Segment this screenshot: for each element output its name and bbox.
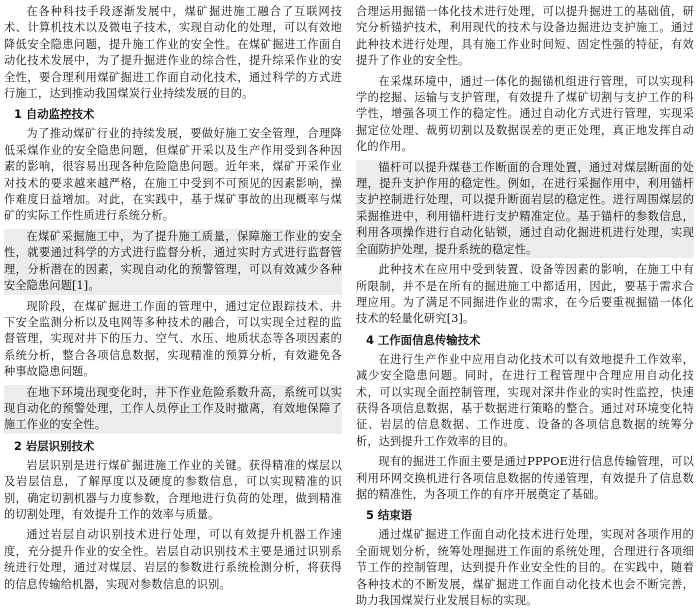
highlighted-paragraph: 在地下环境出现变化时，井下作业危险系数升高，系统可以实现自动化的预警处理，工作人员停止工作及时撤离，有效地保障了施工作业的安全性。 bbox=[4, 385, 342, 434]
highlighted-paragraph: 锚杆可以提升煤巷工作断面的合理处置，通过对煤层断面的处理，提升支护作用的稳定性。例如，在进行采掘作用中，利用锚杆支护控制进行处理，可以提升断面岩层的稳定性。进行周围煤层的采掘推进中，利用锚杆进行支护精准定位。基于锚杆的参数信息，利用各项操作进行自动化钻锁，通过自动化掘进机进行处理，实现全面防护处理，提升系统的稳定性。 bbox=[356, 160, 694, 258]
left-column bbox=[4, 4, 342, 591]
right-column bbox=[356, 4, 694, 607]
body-paragraph: 此种技术在应用中受到装置、设备等因素的影响，在施工中有所限制，并不是在所有的掘进施工中都适用，因此，要基于需求合理应用。为了满足不同掘进作业的需求，在今后要重视掘锚一体化技术的轻量化研究[3]。 bbox=[356, 263, 694, 326]
body-paragraph: 为了推动煤矿行业的持续发展，要做好施工安全管理，合理降低采煤作业的安全隐患问题，但煤矿开采以及生产作用受到各种因素的影响，很容易出现各种危险隐患问题。近年来，煤矿开采作业对技术的要求越来越严格，在施工中受到不可预见的因素影响，操作难度日益增加。对此，在实践中，基于煤矿事故的出现概率与煤矿的实际工作性质进行系统分析。 bbox=[4, 127, 342, 223]
highlighted-paragraph: 在煤矿采掘施工中，为了提升施工质量，保障施工作业的安全性，就要通过科学的方式进行监督分析，通过实时方式进行监督管理，分析潜在的因素，实现自动化的预警管理，可以有效减少各种安全隐患问题[1]。 bbox=[4, 229, 342, 295]
body-paragraph: 通过岩层自动识别技术进行处理，可以有效提升机器工作速度，充分提升作业的安全性。岩层自动识别技术主要是通过识别系统进行处理，通过对煤层、岩层的参数进行系统检测分析，将获得的信息传输给机器，实现对参数信息的识别。 bbox=[4, 528, 342, 591]
body-paragraph: 通过煤矿掘进工作面自动化技术进行处理，实现对各项作用的全面规划分析，统筹处理掘进工作面的系统处理，合理进行各项细节工作的控制管理，达到提升作业安全性的目的。在实践中，随着各种技术的不断发展，煤矿掘进工作面自动化技术也会不断完善，助力我国煤炭行业发展目标的实现。 bbox=[356, 528, 694, 607]
body-paragraph: 岩层识别是进行煤矿掘进施工作业的关键。获得精准的煤层以及岩层信息，了解厚度以及硬度的参数信息，可以实现精准的识别，确定切割机器与力度参数，合理地进行负荷的处理，做到精准的切割处理，有效提升工作的效率与质量。 bbox=[4, 458, 342, 521]
section-heading: 4 工作面信息传输技术 bbox=[366, 332, 481, 347]
body-paragraph: 在进行生产作业中应用自动化技术可以有效地提升工作效率，减少安全隐患问题。同时，在进行工程管理中合理应用自动化技术，可以实现全面控制管理，实现对深井作业的实时性监控，快速获得各项信息数据，基于数据进行策略的整合。通过对环境变化特征、岩层的信息数据、工作进度、设备的各项信息数据的统筹分析，达到提升工作效率的目的。 bbox=[356, 352, 694, 448]
body-paragraph: 现阶段，在煤矿掘进工作面的管理中，通过定位跟踪技术、井下安全监测分析以及电网等多种技术的融合，可以实现全过程的监督管理，实现对井下的压力、空气、水压、地质状态等各项因素的系统分析，整合各项信息数据，实现精准的预算分析，有效避免各种事故隐患问题。 bbox=[4, 299, 342, 379]
section-heading: 1 自动监控技术 bbox=[14, 107, 95, 122]
body-paragraph: 在采煤环境中，通过一体化的掘锚机组进行管理，可以实现科学的挖掘、运输与支护管理，有效提升了煤矿切割与支护工作的科学性，增强各项工作的稳定性。通过自动化方式进行管理，实现采掘定位处理、裁剪切割以及数据误差的更正处理，真正地发挥自动化的作用。 bbox=[356, 74, 694, 154]
body-paragraph: 在各种科技手段逐渐发展中，煤矿掘进施工融合了互联网技术、计算机技术以及微电子技术，实现自动化的处理，可以有效地降低安全隐患问题，提升施工作业的安全性。在煤矿掘进工作面自动化技术发展中，为了提升掘进作业的综合性，提升综采作业的安全性，要合理利用煤矿掘进工作面自动化技术，通过科学的方式进行施工，达到推动我国煤炭行业持续发展的目的。 bbox=[4, 5, 342, 101]
section-heading: 2 岩层识别技术 bbox=[14, 438, 95, 453]
body-paragraph: 现有的掘进工作面主要是通过PPPOE进行信息传输管理，可以利用环网交换机进行各项信息数据的传递管理，有效提升了信息数据的精准性，为各项工作的有序开展奠定了基础。 bbox=[356, 455, 694, 501]
body-paragraph: 合理运用掘锚一体化技术进行处理，可以提升掘进工的基础值，研究分析锚护技术，利用现代的技术与设备边掘进边支护施工。通过此种技术进行处理，具有施工作业时间短、固定性强的特征，有效提升了作业的安全性。 bbox=[356, 5, 694, 68]
section-heading: 5 结束语 bbox=[366, 508, 413, 523]
